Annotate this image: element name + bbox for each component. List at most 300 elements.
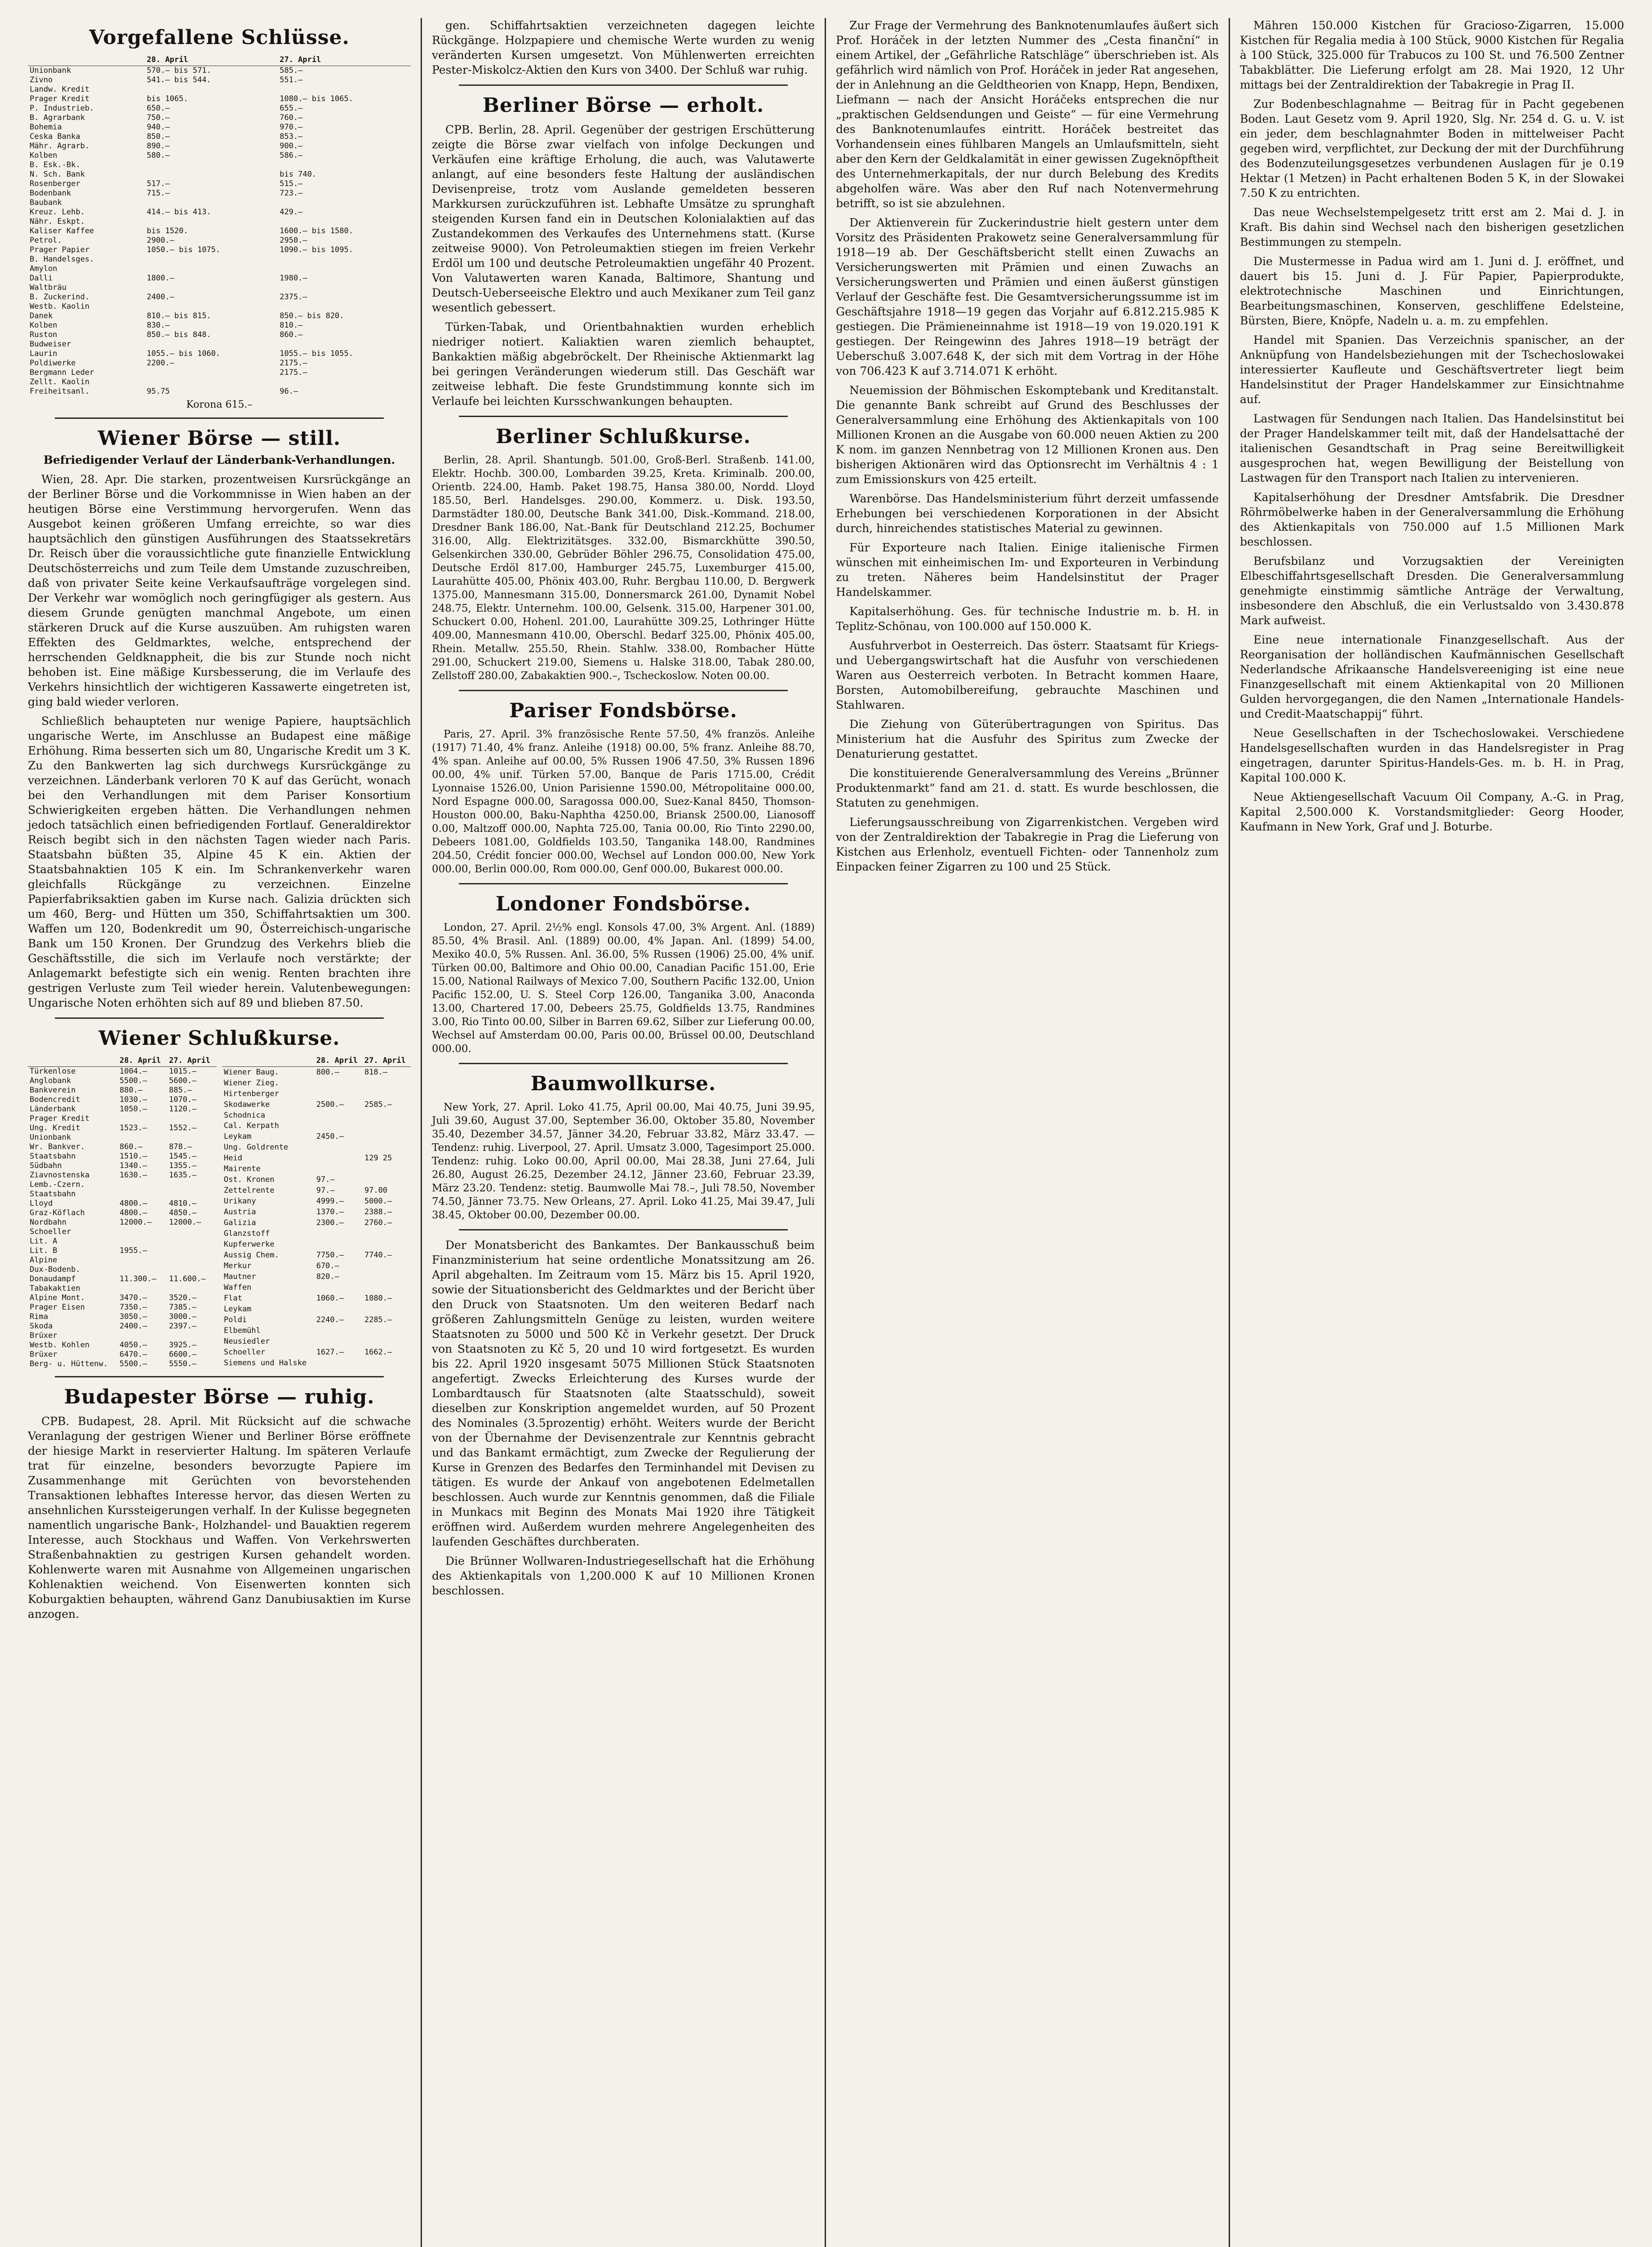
quote-value (145, 85, 278, 94)
table-row (28, 1350, 217, 1359)
table-row (28, 1076, 217, 1086)
security-name: Bohemia (30, 123, 62, 132)
schlusskurse-title: Wiener Schlußkurse. (98, 1027, 340, 1050)
londoner-title: Londoner Fondsbörse. (496, 893, 751, 915)
quote-value: 551.– (280, 75, 303, 84)
security-name: Ung. Goldrente (224, 1143, 289, 1152)
table-row (28, 1105, 217, 1114)
security-name: Heid (224, 1154, 242, 1163)
table-row (28, 1322, 217, 1331)
news-paragraph: Der Aktienverein für Zuckerindustrie hielt gestern unter dem Vorsitz des Präsidenten Prakowetz seine Generalversammlung für 1918—19 ab. Der Geschäftsbericht stellt einen Zuwachs an Versicherungswerten mit Prämien und einen Zuwachs an Versicherungswerten und Prämien und einen äußerst günstigen Verlauf der Geschäfte fest. Die Gesamtversicherungssumme ist im Geschäftsjahre 1918—19 gegen das Vorjahr auf 6.812.215.985 K gestiegen. Die Prämieneinnahme ist 1918—19 von 19.020.191 K gestiegen. Der Reingewinn des Jahres 1918—19 beträgt der Ueberschuß 3.007.648 K, der sich mit dem Vortrag in der Höhe von 706.423 K auf 3.714.071 K erhöht. (836, 216, 1219, 377)
security-name: Poldiwerke (30, 359, 76, 368)
security-name: Kolben (30, 151, 58, 160)
quote-value (118, 1190, 167, 1199)
schlusskurse-right-table (222, 1055, 411, 1369)
table-row (28, 151, 411, 160)
table-row (28, 1293, 217, 1303)
monatsbericht-paragraph: Der Monatsbericht des Bankamtes. Der Bankausschuß beim Finanzministerium hat seine ordentliche Monatssitzung am 26. April abgehalten. Im Zeitraum vom 15. März bis 15. April 1920, sowie der Situationsbericht des Geldmarktes und der Bericht über den Druck von Staatsnoten. Um den weiteren Bedarf nach größeren Zahlungsmitteln Genüge zu leisten, wurden weitere Staatsnoten zu 5000 und 500 Kč in Verkehr gesetzt. Der Druck von Staatsnoten zu Kč 5, 20 und 10 wird fortgesetzt. Es wurden bis 22. April 1920 insgesamt 5075 Millionen Stück Staatsnoten angefertigt. Zwecks Erleichterung des Kurses wurde der Lombardtausch für Staatsnoten (alte Staatsschuld), soweit dieselben zur Konskription angemeldet wurden, auf 50 Prozent des Nominales (3.5prozentig) erhöht. Weiters wurde der Bericht von der Übernahme der Devisenzentrale zur Kenntnis gebracht und das Bankamt ermächtigt, zum Zwecke der Regulierung der Kurse in Grenzen des Bedarfes den Terminhandel mit Devisen zu tätigen. Es wurde der Ankauf von angebotenen Edelmetallen beschlossen. Auch wurde zur Kenntnis genommen, daß die Filiale in Munkacs mit Beginn des Monats Mai 1920 ihre Tätigkeit eröffnen wird. Außerdem wurden mehrere Angelegenheiten des laufenden Geschäftes durchberaten. (432, 1239, 815, 1548)
quote-value: bis 1520. (147, 226, 188, 235)
security-name: Rosenberger (30, 179, 80, 188)
quote-value: 2585.– (364, 1100, 392, 1109)
quote-value: 650.– (147, 104, 170, 113)
news-paragraph: Berufsbilanz und Vorzugsaktien der Vereinigten Elbeschiffahrtsgesellschaft Dresden. Die Generalversammlung genehmigte einstimmig sämtliche Anträge der Verwaltung, insbesondere den Abschluß, die ein Verlustsaldo von 3.430.878 Mark aufweist. (1240, 555, 1624, 627)
news-paragraph: Warenbörse. Das Handelsministerium führt derzeit umfassende Erhebungen bei verschiedenen Korporationen in der Absicht durch, hinreichendes statistisches Material zu gewinnen. (836, 492, 1219, 535)
quote-value: 1545.– (169, 1152, 197, 1161)
table-row (222, 1110, 411, 1121)
security-name: Bergmann Leder (30, 368, 94, 377)
news-paragraph: Ausfuhrverbot in Oesterreich. Das österr. Staatsamt für Kriegs- und Uebergangswirtschaft hat die Ausfuhr von verschiedenen Waren aus Oesterreich verboten. In Betracht kommen Haare, Borsten, Automobilbereifung, gebrauchte Maschinen und Stahlwaren. (836, 639, 1219, 711)
baumwolle-title: Baumwollkurse. (530, 1072, 716, 1095)
quote-value: 1980.– (280, 274, 307, 283)
table-row (28, 387, 411, 396)
quote-value (278, 198, 411, 208)
table-row (28, 226, 411, 236)
quote-value (145, 255, 278, 264)
security-name: Prager Papier (30, 245, 90, 254)
security-name: Ceska Banka (30, 132, 80, 141)
table-header: 27. April (278, 54, 411, 66)
security-name: Bodenbank (30, 189, 71, 198)
quote-value: 880.– (119, 1086, 143, 1095)
news-paragraph: Die Mustermesse in Padua wird am 1. Juni d. J. eröffnet, und dauert bis 15. Juni d. J. Für Papier, Papierprodukte, elektrotechnische Maschinen und Einrichtungen, Bearbeitungsmaschinen, Konserven, geschliffene Edelsteine, Bürsten, Biere, Knöpfe, Nadeln u. a. m. zu empfehlen. (1240, 255, 1624, 327)
quote-value (363, 1175, 411, 1186)
table-row (28, 1246, 217, 1256)
quote-value: 515.– (280, 179, 303, 188)
security-name: Mautner (224, 1272, 256, 1282)
quote-value: 2375.– (280, 293, 307, 302)
table-row (222, 1088, 411, 1099)
table-row (28, 377, 411, 387)
table-row (28, 1152, 217, 1161)
quote-value (278, 85, 411, 94)
quote-value (278, 255, 411, 264)
table-row (28, 1114, 217, 1124)
table-row (28, 66, 411, 76)
column-3 (826, 18, 1230, 2247)
quote-value (118, 1331, 167, 1341)
quote-value (167, 1246, 217, 1256)
security-name: Flat (224, 1294, 242, 1303)
quote-value: 12000.– (119, 1218, 152, 1227)
table-header: 27. April (363, 1055, 411, 1067)
quote-value: 655.– (280, 104, 303, 113)
security-name: Nordbahn (30, 1218, 67, 1227)
security-name: Ung. Kredit (30, 1124, 80, 1132)
quote-value: 2285.– (364, 1315, 392, 1325)
quote-value: 4800.– (119, 1199, 147, 1208)
quote-value (363, 1132, 411, 1142)
table-row (222, 1207, 411, 1218)
table-row (28, 1237, 217, 1246)
quote-value: 2450.– (316, 1132, 344, 1141)
quote-value (145, 302, 278, 311)
quote-value: 800.– (316, 1067, 339, 1077)
table-row (28, 293, 411, 302)
quote-value: 940.– (147, 123, 170, 132)
table-row (28, 75, 411, 85)
quote-value (363, 1078, 411, 1088)
security-name: Tabakaktien (30, 1284, 80, 1293)
security-name: Schoeller (224, 1348, 266, 1357)
quote-value: 586.– (280, 151, 303, 160)
quote-value (167, 1133, 217, 1142)
quote-value (118, 1227, 167, 1237)
quote-value: 4050.– (119, 1341, 147, 1350)
quote-value: 7385.– (169, 1303, 197, 1312)
quote-value: bis 740. (280, 170, 317, 179)
security-name: Unionbank (30, 66, 71, 75)
quote-value (278, 264, 411, 274)
quote-value: 1080.– bis 1065. (280, 94, 353, 103)
table-row (28, 236, 411, 245)
news-paragraph: Mähren 150.000 Kistchen für Gracioso-Zigarren, 15.000 Kistchen für Regalia media à 100 Stück, 9000 Kistchen für Regalia à 100 Stück, 325.000 für Trabucos zu 100 St. und 76.500 Zentner Tabakblätter. Die Lieferung erfolgt am 28. Mai 1920, 12 Uhr mittags bei der Zentraldirektion der Tabakregie in Prag II. (1240, 19, 1624, 91)
quote-value: 820.– (316, 1272, 339, 1282)
quote-value: 723.– (280, 189, 303, 198)
security-name: P. Industrieb. (30, 104, 94, 113)
security-name: Schodnica (224, 1110, 266, 1120)
quote-value: 7350.– (119, 1303, 147, 1312)
quote-value: 1080.– (364, 1294, 392, 1303)
quote-value: 3000.– (169, 1312, 197, 1321)
quote-value (363, 1121, 411, 1132)
table-row (222, 1250, 411, 1261)
quote-value (363, 1239, 411, 1250)
table-row (28, 1190, 217, 1199)
security-name: Alpine (30, 1256, 58, 1265)
table-header (28, 54, 145, 66)
quote-value: bis 1065. (147, 94, 188, 103)
quote-value: 970.– (280, 123, 303, 132)
security-name: Freiheitsanl. (30, 387, 90, 396)
quote-value: 97.– (316, 1186, 335, 1195)
vorgefallene-table (28, 54, 411, 396)
security-name: Anglobank (30, 1076, 71, 1085)
berliner-title: Berliner Börse — erholt. (482, 94, 764, 117)
table-row (222, 1326, 411, 1337)
table-row (28, 311, 411, 321)
quote-value (118, 1284, 167, 1293)
security-name: Skodawerke (224, 1100, 270, 1109)
quote-value (145, 160, 278, 170)
divider (459, 883, 788, 884)
quote-value: 96.– (280, 387, 298, 396)
vorgefallene-title: Vorgefallene Schlüsse. (89, 26, 350, 49)
quote-value: 4800.– (119, 1208, 147, 1217)
table-row (222, 1132, 411, 1142)
table-row (28, 217, 411, 226)
budapest-paragraph: CPB. Budapest, 28. April. Mit Rücksicht auf die schwache Veranlagung der gestrigen Wiener und Berliner Börse eröffnete der hiesige Markt in reservierter Haltung. Im späteren Verlaufe trat für einzelne, besonders bevorzugte Papiere im Zusammenhange mit Gerüchten von bevorstehenden Transaktionen lebhaftes Interesse hervor, das diesen Werten zu ansehnlichen Kurssteigerungen verhalf. In der Kulisse begegneten namentlich ungarische Bank-, Holzhandel- und Bauaktien regerem Interesse, auch Stockhaus und Waffen. Von Verkehrswerten Straßenbahnaktien zu gestrigen Kursen gehandelt worden. Kohlenwerte waren mit Ausnahme von Allgemeinen ungarischen Kohlenaktien weichend. Von Eisenwerten konnten sich Koburgaktien behaupten, während Ganz Danubiusaktien im Kurse anzogen. (28, 1415, 411, 1621)
quote-value (145, 340, 278, 349)
quote-value (315, 1283, 363, 1293)
table-row (222, 1315, 411, 1326)
security-name: Zellt. Kaolin (30, 377, 90, 386)
quote-value (315, 1110, 363, 1121)
quote-value (118, 1133, 167, 1142)
security-name: Wr. Bankver. (30, 1142, 85, 1151)
quote-value: 1055.– bis 1060. (147, 349, 221, 358)
quote-value: 850.– bis 820. (280, 311, 344, 320)
table-row (222, 1304, 411, 1315)
quote-value: 1030.– (119, 1095, 147, 1104)
security-name: Schoeller (30, 1227, 71, 1236)
security-name: Lloyd (30, 1199, 53, 1208)
news-paragraph: Die konstituierende Generalversammlung des Vereins „Brünner Produktenmarkt“ fand am 21. d. statt. Es wurde beschlossen, die Statuten zu genehmigen. (836, 767, 1219, 809)
quote-value: 2950.– (280, 236, 307, 245)
table-row (28, 94, 411, 104)
quote-value (363, 1164, 411, 1175)
quote-value: 860.– (280, 330, 303, 339)
table-row (28, 1199, 217, 1208)
quote-value: 1355.– (169, 1161, 197, 1170)
quote-value: 1004.– (119, 1067, 147, 1076)
quote-value: 1370.– (316, 1208, 344, 1217)
pariser-title: Pariser Fondsbörse. (509, 699, 737, 722)
quote-value (363, 1088, 411, 1099)
table-row (222, 1239, 411, 1250)
quote-value (278, 377, 411, 387)
security-name: Petrol. (30, 236, 62, 245)
quote-value: 1630.– (119, 1171, 147, 1180)
news-paragraph: Die Ziehung von Güterübertragungen von Spiritus. Das Ministerium hat die Ausfuhr des Spiritus zum Zwecke der Denaturierung gestattet. (836, 718, 1219, 760)
security-name: Leykam (224, 1132, 252, 1141)
table-row (28, 1341, 217, 1350)
quote-value: 5500.– (119, 1359, 147, 1368)
security-name: N. Sch. Bank (30, 170, 85, 179)
quote-value: 1120.– (169, 1105, 197, 1114)
security-name: Türkenlose (30, 1067, 76, 1076)
quote-value (363, 1272, 411, 1283)
security-name: Poldi (224, 1315, 247, 1325)
table-header: 27. April (167, 1055, 217, 1067)
table-row (28, 1227, 217, 1237)
quote-value: 3520.– (169, 1293, 197, 1302)
security-name: Staatsbahn (30, 1190, 76, 1199)
wiener-paragraph: Schließlich behaupteten nur wenige Papiere, hauptsächlich ungarische Werte, im Anschlusse an Budapest eine mäßige Erhöhung. Rima besserten sich um 80, Ungarische Kredit um 3 K. Zu den Bankwerten lag sich durchwegs Kursrückgänge zu verzeichnen. Länderbank verloren 70 K auf das Gerücht, wonach bei den Verhandlungen mit dem Pariser Konsortium Schwierigkeiten ergeben hätten. Die Verhandlungen nehmen jedoch tatsächlich einen befriedigenden Fortlauf. Generaldirektor Reisch begibt sich in den nächsten Tagen wieder nach Paris. Staatsbahn büßten 35, Alpine 45 K ein. Aktien der Staatsbahnaktien 105 K ein. Im Schrankenverkehr waren gleichfalls Rückgänge zu verzeichnen. Einzelne Papierfabriksaktien gaben im Kurse nach. Galizia drückten sich um 460, Berg- und Hütten um 350, Schiffahrtsaktien um 300. Waffen um 120, Bodenkredit um 90, Österreichisch-ungarische Bank um 150 Kronen. Der Grundzug des Verkehrs blieb die Geschäftsstille, die sich im Verlaufe noch verstärkte; der Anlagemarkt befestigte sich ein wenig. Renten brachten ihre gestrigen Verluste zum Teil wieder herein. Valutenbewegungen: Ungarische Noten erhöhten sich auf 89 und blieben 87.50. (28, 715, 411, 1009)
table-row (222, 1142, 411, 1153)
quote-value: 3050.– (119, 1312, 147, 1321)
quote-value: 2400.– (147, 293, 174, 302)
quote-value (315, 1088, 363, 1099)
berliner-paragraph: CPB. Berlin, 28. April. Gegenüber der gestrigen Erschütterung zeigte die Börse zwar vielfach von infolge Deckungen und Verkäufen eine kräftige Erholung, die auch, was Valutawerte anlangt, auf eine besonders feste Haltung der ausländischen Devisenpreise, trotz vom Auslande gemeldeten besseren Markkursen zurückzuführen ist. Lebhafte Umsätze zu sprunghaft steigenden Kursen fand ein in Deutschen Kolonialaktien auf das Zustandekommen des Verkaufes des Unternehmens statt. (Kurse zeitweise 9000). Von Petroleumaktien stiegen im freien Verkehr Erdöl um 100 und deutsche Petroleumaktien ungefähr 40 Prozent. Von Valutawerten waren Kanada, Baltimore, Shantung und Deutsch-Ueberseeische Elektro und auch Mexikaner zum Teil ganz wesentlich gebessert. (432, 123, 815, 314)
table-row (28, 340, 411, 349)
table-row (222, 1175, 411, 1186)
quote-value: 580.– (147, 151, 170, 160)
table-header: 28. April (118, 1055, 167, 1067)
security-name: Brüxer (30, 1350, 58, 1359)
table-row (222, 1358, 411, 1369)
table-row (222, 1067, 411, 1078)
quote-value (363, 1337, 411, 1347)
quote-value: 670.– (316, 1261, 339, 1271)
quote-value: 95.75 (147, 387, 170, 396)
wiener-paragraph: Wien, 28. Apr. Die starken, prozentweisen Kursrückgänge an der Berliner Börse und die Vorkommnisse in Wien haben an der heutigen Börse eine Verstimmung hervorgerufen. Wenn das Ausgebot keinen größeren Umfang erreichte, so war dies hauptsächlich den günstigen Ausführungen des Staatssekretärs Dr. Reisch über die voraussichtliche gute finanzielle Entwicklung Deutschösterreichs und zum Teile dem Umstande zuzuschreiben, daß von privater Seite keine Verkaufsaufträge vorgelegen sind. Der Verkehr war womöglich noch geringfügiger als gestern. Aus diesem Grunde genügten manchmal Angebote, um einen stärkeren Druck auf die Kurse auszuüben. Am ruhigsten waren Effekten des Geldmarktes, welche, entsprechend der herrschenden Geldknappheit, die bis zur Stunde noch nicht behoben ist. Eine mäßige Kursbesserung, die im Verlaufe des Verkehrs hinsichtlich der wichtigeren Kassawerte eingetreten ist, ging bald wieder verloren. (28, 473, 411, 708)
quote-value: 885.– (169, 1086, 192, 1095)
table-row (28, 1086, 217, 1095)
table-row (28, 208, 411, 217)
table-row (28, 142, 411, 151)
quote-value: 2760.– (364, 1218, 392, 1228)
news-paragraph: Zur Bodenbeschlagnahme — Beitrag für in Pacht gegebenen Boden. Laut Gesetz vom 9. April 1920, Slg. Nr. 254 d. G. u. V. ist ein jeder, dem beschlagnahmter Boden in mittelweiser Pacht gegeben wird, verpflichtet, zur Deckung der mit der Durchführung des Bodenzuteilungsgesetzes verbundenen Auslagen für je 0.19 Hektar (1 Metzen) in Pacht erhaltenen Boden 5 K, in der Slowakei 7.50 K zu entrichten. (1240, 98, 1624, 200)
table-row (28, 1331, 217, 1341)
quote-value (145, 198, 278, 208)
quote-value: 2175.– (280, 359, 307, 368)
security-name: Südbahn (30, 1161, 62, 1170)
security-name: Ost. Kronen (224, 1175, 275, 1185)
quote-value (315, 1078, 363, 1088)
table-row (28, 283, 411, 293)
quote-value (167, 1190, 217, 1199)
quote-value (363, 1142, 411, 1153)
quote-value (167, 1237, 217, 1246)
table-row (28, 368, 411, 377)
table-row (28, 1095, 217, 1105)
security-name: Mairente (224, 1164, 261, 1174)
quote-value: 414.– bis 413. (147, 208, 211, 217)
security-name: Kolben (30, 321, 58, 330)
table-row (28, 274, 411, 283)
quote-value: 890.– (147, 142, 170, 151)
table-row (28, 302, 411, 311)
quote-value (167, 1227, 217, 1237)
quote-value: 517.– (147, 179, 170, 188)
quote-value: 2397.– (169, 1322, 197, 1331)
security-name: Alpine Mont. (30, 1293, 85, 1302)
security-name: Merkur (224, 1261, 252, 1271)
security-name: B. Agrarbank (30, 113, 85, 122)
quote-value (118, 1265, 167, 1274)
security-name: Glanzstoff (224, 1229, 270, 1239)
quote-value (315, 1358, 363, 1369)
security-name: Kaliser Kaffee (30, 226, 94, 235)
quote-value: 1955.– (119, 1246, 147, 1255)
column-1 (18, 18, 422, 2247)
table-row (28, 132, 411, 142)
security-name: Hirtenberger (224, 1089, 279, 1098)
quote-value: 1015.– (169, 1067, 197, 1076)
news-paragraph: Kapitalserhöhung. Ges. für technische Industrie m. b. H. in Teplitz-Schönau, von 100.000 auf 150.000 K. (836, 605, 1219, 633)
quote-value (145, 170, 278, 179)
berliner-schluss-text: Berlin, 28. April. Shantungb. 501.00, Groß-Berl. Straßenb. 141.00, Elektr. Hochb. 300.00, Lombarden 39.25, Kreta. Kriminalb. 200.00, Orientb. 224.00, Hamb. Paket 198.75, Hansa 380.00, Nordd. Lloyd 185.50, Berl. Handelsges. 290.00, Kommerz. u. Disk. 193.50, Darmstädter 180.00, Deutsche Bank 341.00, Disk.-Kommand. 218.00, Dresdner Bank 186.00, Nat.-Bank für Deutschland 212.25, Bochumer 316.00, Allg. Elektrizitätsges. 332.00, Bismarckhütte 390.50, Gelsenkirchen 330.00, Gebrüder Böhler 296.75, Consolidation 475.00, Deutsche Erdöl 817.00, Hamburger 245.75, Luxemburger 415.00, Laurahütte 405.00, Phönix 403.00, Ruhr. Bergbau 110.00, D. Bergwerk 1375.00, Mannesmann 315.00, Donnersmarck 261.00, Dynamit Nobel 248.75, Elektr. Unternehm. 100.00, Gelsenk. 315.00, Harpener 301.00, Schuckert 0.00, Hohenl. 201.00, Laurahütte 309.25, Lothringer Hütte 409.00, Mannesmann 410.00, Oberschl. Bedarf 325.00, Phönix 405.00, Rhein. Metallw. 255.50, Rhein. Stahlw. 338.00, Rombacher Hütte 291.00, Schuckert 219.00, Siemens u. Halske 318.00, Tabak 280.00, Zellstoff 280.00, Zabakaktien 900.–, Tscheckoslow. Noten 00.00. (432, 454, 815, 682)
quote-value: 850.– bis 848. (147, 330, 211, 339)
security-name: Staatsbahn (30, 1152, 76, 1161)
berliner-paragraph: Türken-Tabak, und Orientbahnaktien wurden erheblich niedriger notiert. Kaliaktien waren ziemlich behauptet, Bankaktien mäßig abgebröckelt. Der Rheinische Aktienmarkt lag bei geringen Veränderungen wiederum still. Das Geschäft war zeitweise lebhaft. Die feste Grundstimmung konnte sich im Verlaufe bei leichten Kursschwankungen behaupten. (432, 320, 815, 408)
quote-value: 97.00 (364, 1186, 388, 1195)
table-row (28, 359, 411, 368)
security-name: Länderbank (30, 1105, 76, 1114)
quote-value (363, 1358, 411, 1369)
table-row (222, 1283, 411, 1293)
security-name: Budweiser (30, 340, 71, 349)
security-name: Donaudampf (30, 1274, 76, 1283)
table-row (222, 1164, 411, 1175)
security-name: Berg- u. Hüttenw. (30, 1359, 108, 1368)
table-row (28, 1171, 217, 1180)
quote-value: 7750.– (316, 1251, 344, 1260)
table-row (28, 1284, 217, 1293)
quote-value: 6600.– (169, 1350, 197, 1359)
quote-value (363, 1110, 411, 1121)
quote-value (145, 283, 278, 293)
security-name: Rima (30, 1312, 48, 1321)
quote-value (145, 377, 278, 387)
security-name: Westb. Kaolin (30, 302, 90, 311)
quote-value (278, 283, 411, 293)
table-row (28, 160, 411, 170)
security-name: Unionbank (30, 1133, 71, 1142)
security-name: Graz-Köflach (30, 1208, 85, 1217)
security-name: Brüxer (30, 1331, 58, 1340)
security-name: Urikany (224, 1197, 256, 1206)
table-row (28, 113, 411, 123)
security-name: Skoda (30, 1322, 53, 1331)
security-name: Ruston (30, 330, 58, 339)
quote-value (167, 1114, 217, 1124)
table-row (28, 1067, 217, 1077)
divider (459, 84, 788, 86)
quote-value (315, 1229, 363, 1239)
security-name: Elbemühl (224, 1326, 261, 1336)
table-row (28, 179, 411, 189)
quote-value (315, 1337, 363, 1347)
quote-value: 6470.– (119, 1350, 147, 1359)
quote-value (145, 217, 278, 226)
divider (459, 416, 788, 417)
table-row (28, 330, 411, 340)
wiener-subtitle: Befriedigender Verlauf der Länderbank-Verhandlungen. (43, 453, 395, 466)
security-name: Neusiedler (224, 1337, 270, 1346)
monatsbericht-paragraph: Die Brünner Wollwaren-Industriegesellschaft hat die Erhöhung des Aktienkapitals von 1,200.000 K auf 10 Millionen Kronen beschlossen. (432, 1554, 815, 1597)
table-row (28, 264, 411, 274)
security-name: Mähr. Agrarb. (30, 142, 90, 151)
quote-value (167, 1284, 217, 1293)
quote-value: 2175.– (280, 368, 307, 377)
security-name: Waltbräu (30, 283, 67, 292)
quote-value: 3925.– (169, 1341, 197, 1350)
news-paragraph: Für Exporteure nach Italien. Einige italienische Firmen wünschen mit einheimischen Im- und Exporteuren in Verbindung zu treten. Näheres beim Handelsinstitut der Prager Handelskammer. (836, 541, 1219, 599)
quote-value (315, 1153, 363, 1164)
quote-value: 4810.– (169, 1199, 197, 1208)
table-row (28, 255, 411, 264)
security-name: Bodencredit (30, 1095, 80, 1104)
table-row (222, 1347, 411, 1358)
table-header: 28. April (145, 54, 278, 66)
security-name: Kupferwerke (224, 1240, 275, 1249)
quote-value (278, 160, 411, 170)
table-row (222, 1099, 411, 1110)
table-row (28, 1265, 217, 1274)
column-2 (422, 18, 826, 2247)
quote-value (315, 1142, 363, 1153)
table-row (222, 1261, 411, 1272)
table-row (28, 1359, 217, 1369)
quote-value: 1070.– (169, 1095, 197, 1104)
table-row (28, 189, 411, 198)
quote-value: 97.– (316, 1175, 335, 1185)
quote-value: 715.– (147, 189, 170, 198)
news-paragraph: Neuemission der Böhmischen Eskomptebank und Kreditanstalt. Die genannte Bank schreibt auf Grund des Beschlusses der Generalversammlung eine Erhöhung des Aktienkapitals von 100 Millionen Kronen an die Ausgabe von 60.000 neuen Aktien zu 200 K nom. im ganzen Nennbetrag von 12 Millionen Kronen aus. Den bisherigen Aktionären wird das Optionsrecht im Verhältnis 4 : 1 zum Emissionskurs von 425 erteilt. (836, 384, 1219, 486)
table-header (28, 1055, 118, 1067)
table-row (28, 1274, 217, 1284)
table-row (28, 1180, 217, 1190)
news-paragraph: Lieferungsausschreibung von Zigarrenkistchen. Vergeben wird von der Zentraldirektion der Tabakregie in Prag die Lieferung von Kistchen aus Erlenholz, eventuell Fichten- oder Tannenholz zum Einpacken feiner Zigarren zu 100 und 25 Stück. (836, 816, 1219, 873)
security-name: Siemens und Halske (224, 1359, 307, 1368)
quote-value: 1552.– (169, 1124, 197, 1132)
security-name: B. Esk.-Bk. (30, 160, 80, 169)
quote-value: 2200.– (147, 359, 174, 368)
quote-value: 11.600.– (169, 1274, 206, 1283)
quote-value: 853.– (280, 132, 303, 141)
table-row (28, 321, 411, 330)
